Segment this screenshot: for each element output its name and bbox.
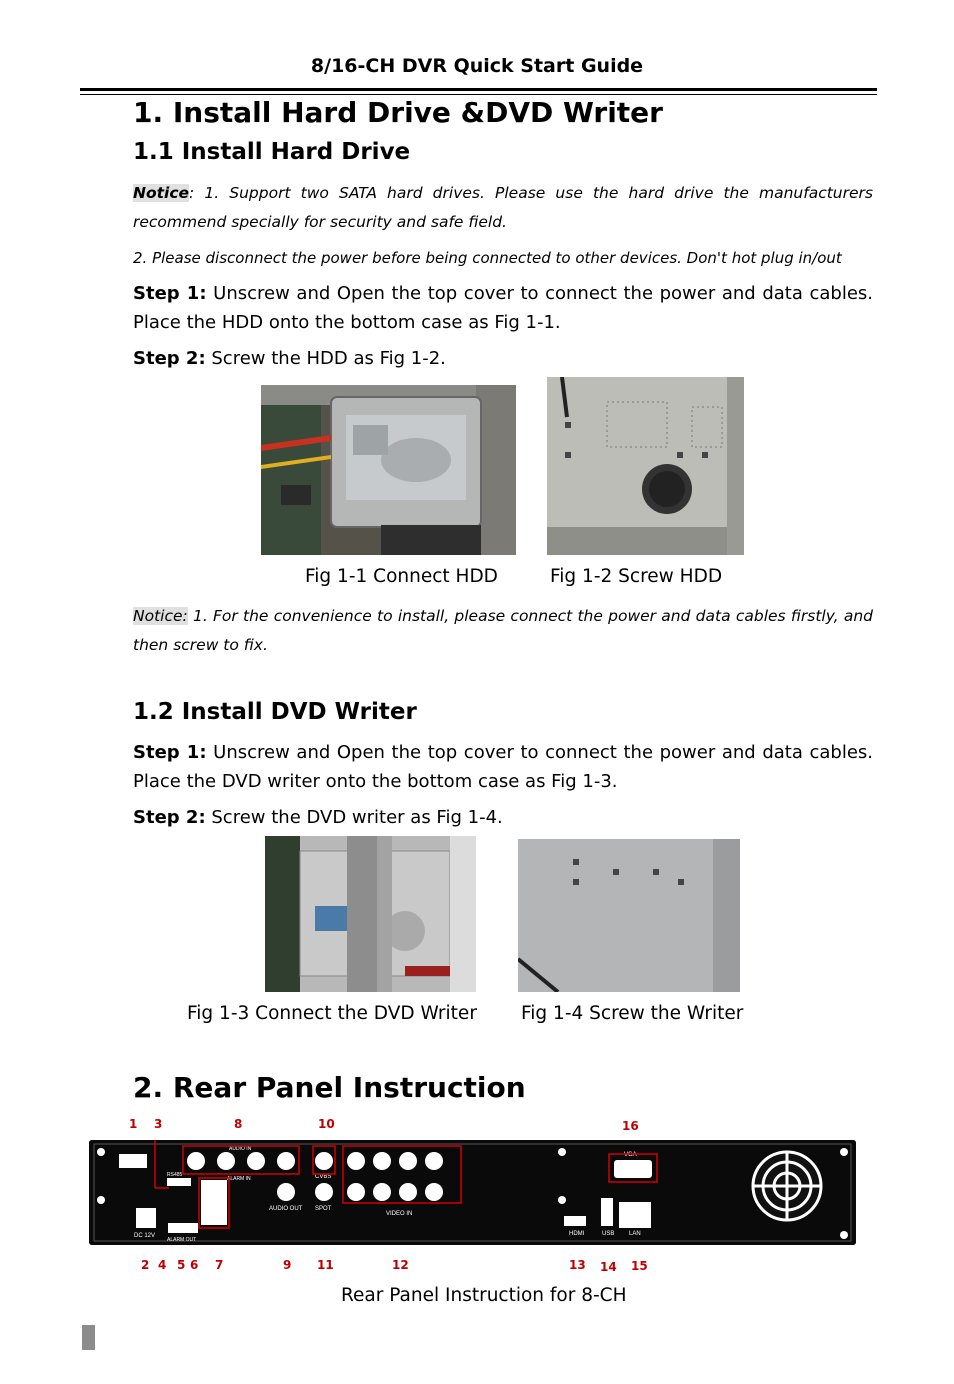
label-cvbs: CVBS [315,1174,332,1180]
section-1-2-title: 1.2 Install DVD Writer [133,699,417,725]
callout-9: 9 [283,1258,292,1272]
label-alarm-out: ALARM OUT [167,1237,197,1243]
dvd-step-1 [133,738,873,796]
header-rule-thick [80,88,877,91]
fig-1-2-photo [547,377,744,555]
callout-3: 3 [154,1117,163,1131]
callout-7: 7 [215,1258,224,1272]
label-spot: SPOT [315,1206,332,1212]
label-alarm-in: ALARM IN [227,1176,251,1182]
callout-1: 1 [129,1117,138,1131]
fig-1-3-photo [265,836,476,992]
page-header: 8/16-CH DVR Quick Start Guide [310,55,644,77]
dvd-connect-illustration [265,836,476,992]
fig-1-2-caption: Fig 1-2 Screw HDD [550,566,723,587]
callout-14: 14 [600,1260,617,1274]
rear-panel-illustration [89,1140,856,1245]
section-2-title: 2. Rear Panel Instruction [133,1071,526,1104]
notice-1 [133,179,873,237]
label-audio-in: AUDIO IN [229,1146,252,1152]
dvd-screw-illustration [518,839,740,992]
label-dc12v: DC 12V [134,1233,156,1239]
fig-1-4-caption: Fig 1-4 Screw the Writer [521,1003,744,1024]
label-audio-out: AUDIO OUT [269,1206,303,1212]
callout-11: 11 [317,1258,334,1272]
label-hdmi: HDMI [569,1231,585,1237]
dvd-step-2 [133,803,873,832]
step-label: Step 2: [133,807,206,828]
label-lan: LAN [629,1231,641,1237]
notice-label: Notice: [133,607,188,625]
callout-2: 2 [141,1258,150,1272]
callout-15: 15 [631,1259,648,1273]
label-vga: VGA [624,1152,637,1158]
step-text: Unscrew and Open the top cover to connect the power and data cables. Place the DVD writer onto the bottom case as Fig 1-3. [133,742,873,792]
step-text: Screw the DVD writer as Fig 1-4. [205,807,503,828]
callout-13: 13 [569,1258,586,1272]
callout-10: 10 [318,1117,335,1131]
step-text: Unscrew and Open the top cover to connect the power and data cables. Place the HDD onto the bottom case as Fig 1-1. [133,283,873,333]
hdd-step-1 [133,279,873,337]
hdd-connect-illustration [261,385,516,555]
step-label: Step 1: [133,283,207,304]
fig-1-4-photo [518,839,740,992]
footer-bar [82,1325,95,1350]
fig-1-3-caption: Fig 1-3 Connect the DVD Writer [187,1003,477,1024]
section-1-title: 1. Install Hard Drive &DVD Writer [133,96,663,129]
step-text: Screw the HDD as Fig 1-2. [205,348,446,369]
step-label: Step 2: [133,348,206,369]
label-video-in: VIDEO IN [386,1211,413,1217]
callout-6: 6 [190,1258,199,1272]
rear-panel-caption: Rear Panel Instruction for 8-CH [341,1285,627,1306]
hdd-screw-illustration [547,377,744,555]
notice-2: 2. Please disconnect the power before being connected to other devices. Don't hot plug in/out [133,249,842,267]
fig-1-1-caption: Fig 1-1 Connect HDD [305,566,498,587]
section-1-1-title: 1.1 Install Hard Drive [133,139,411,165]
label-usb: USB [602,1231,615,1237]
header-rule-thin [80,94,877,95]
fig-1-1-photo [261,385,516,555]
notice-3 [133,602,873,660]
callout-12: 12 [392,1258,409,1272]
hdd-step-2 [133,344,873,373]
step-label: Step 1: [133,742,207,763]
notice-label: Notice [133,184,190,202]
notice-text: 1. For the convenience to install, please connect the power and data cables firstly, and then screw to fix. [133,607,873,654]
callout-5: 5 [177,1258,186,1272]
notice-text: : 1. Support two SATA hard drives. Please use the hard drive the manufacturers recommend specially for security and safe field. [133,184,873,231]
callout-8: 8 [234,1117,243,1131]
callout-16: 16 [622,1119,639,1133]
callout-4: 4 [158,1258,167,1272]
rear-panel [89,1140,856,1245]
label-rs485: RS485 [167,1172,183,1178]
